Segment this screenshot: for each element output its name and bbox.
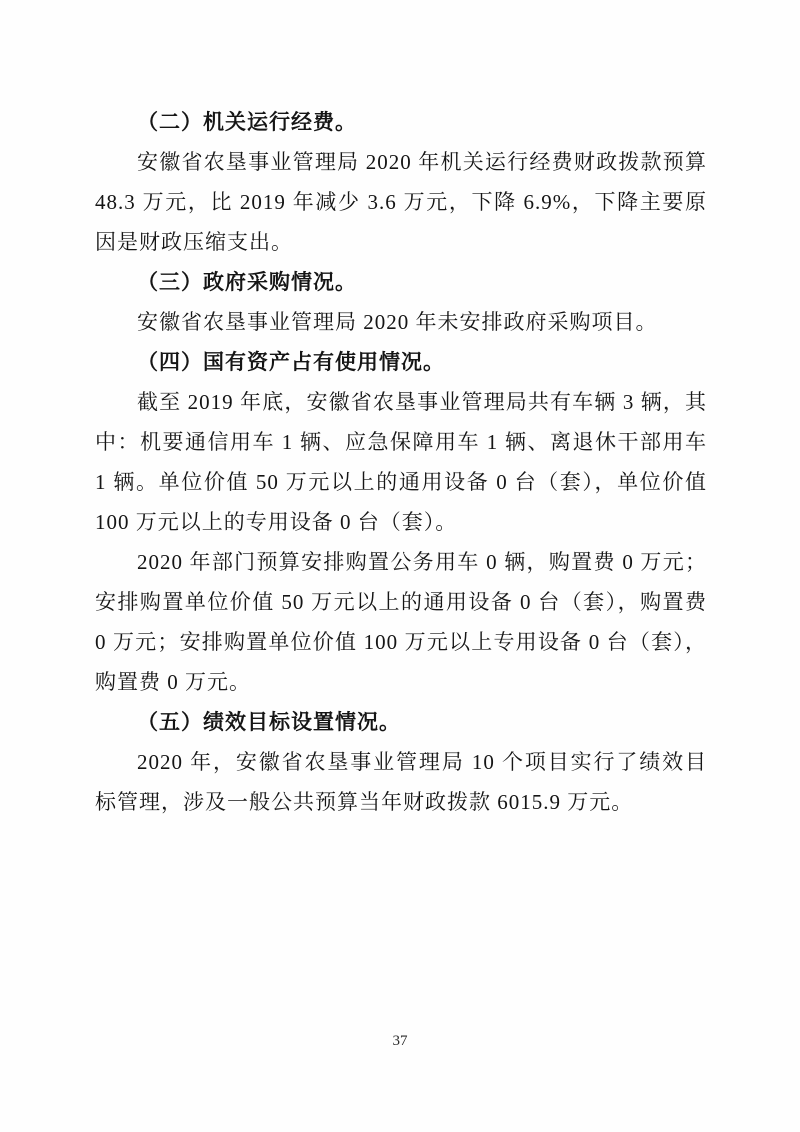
- section-state-assets: [95, 342, 707, 702]
- document-content: [95, 102, 707, 822]
- page-number: 37: [392, 1033, 408, 1049]
- section-heading: （四）国有资产占有使用情况。: [137, 350, 445, 374]
- section-operating-expenses: [95, 102, 707, 262]
- paragraph: 2020 年，安徽省农垦事业管理局 10 个项目实行了绩效目标管理，涉及一般公共预算当年财政拨款 6015.9 万元。: [95, 750, 707, 814]
- paragraph: 安徽省农垦事业管理局 2020 年未安排政府采购项目。: [137, 310, 658, 334]
- section-heading: （三）政府采购情况。: [137, 270, 357, 294]
- paragraph: 截至 2019 年底，安徽省农垦事业管理局共有车辆 3 辆，其中：机要通信用车 1 辆、应急保障用车 1 辆、离退休干部用车 1 辆。单位价值 50 万元以上的通用设备 0 台（套），单位价值 100 万元以上的专用设备 0 台（套）。: [95, 390, 707, 534]
- paragraph: 2020 年部门预算安排购置公务用车 0 辆，购置费 0 万元；安排购置单位价值 50 万元以上的通用设备 0 台（套），购置费 0 万元；安排购置单位价值 100 万元以上专用设备 0 台（套），购置费 0 万元。: [95, 550, 707, 694]
- section-heading: （二）机关运行经费。: [137, 110, 357, 134]
- section-government-procurement: [95, 262, 707, 342]
- section-heading: （五）绩效目标设置情况。: [137, 710, 401, 734]
- paragraph: 安徽省农垦事业管理局 2020 年机关运行经费财政拨款预算 48.3 万元，比 2019 年减少 3.6 万元，下降 6.9%，下降主要原因是财政压缩支出。: [95, 150, 707, 254]
- section-performance-targets: [95, 702, 707, 822]
